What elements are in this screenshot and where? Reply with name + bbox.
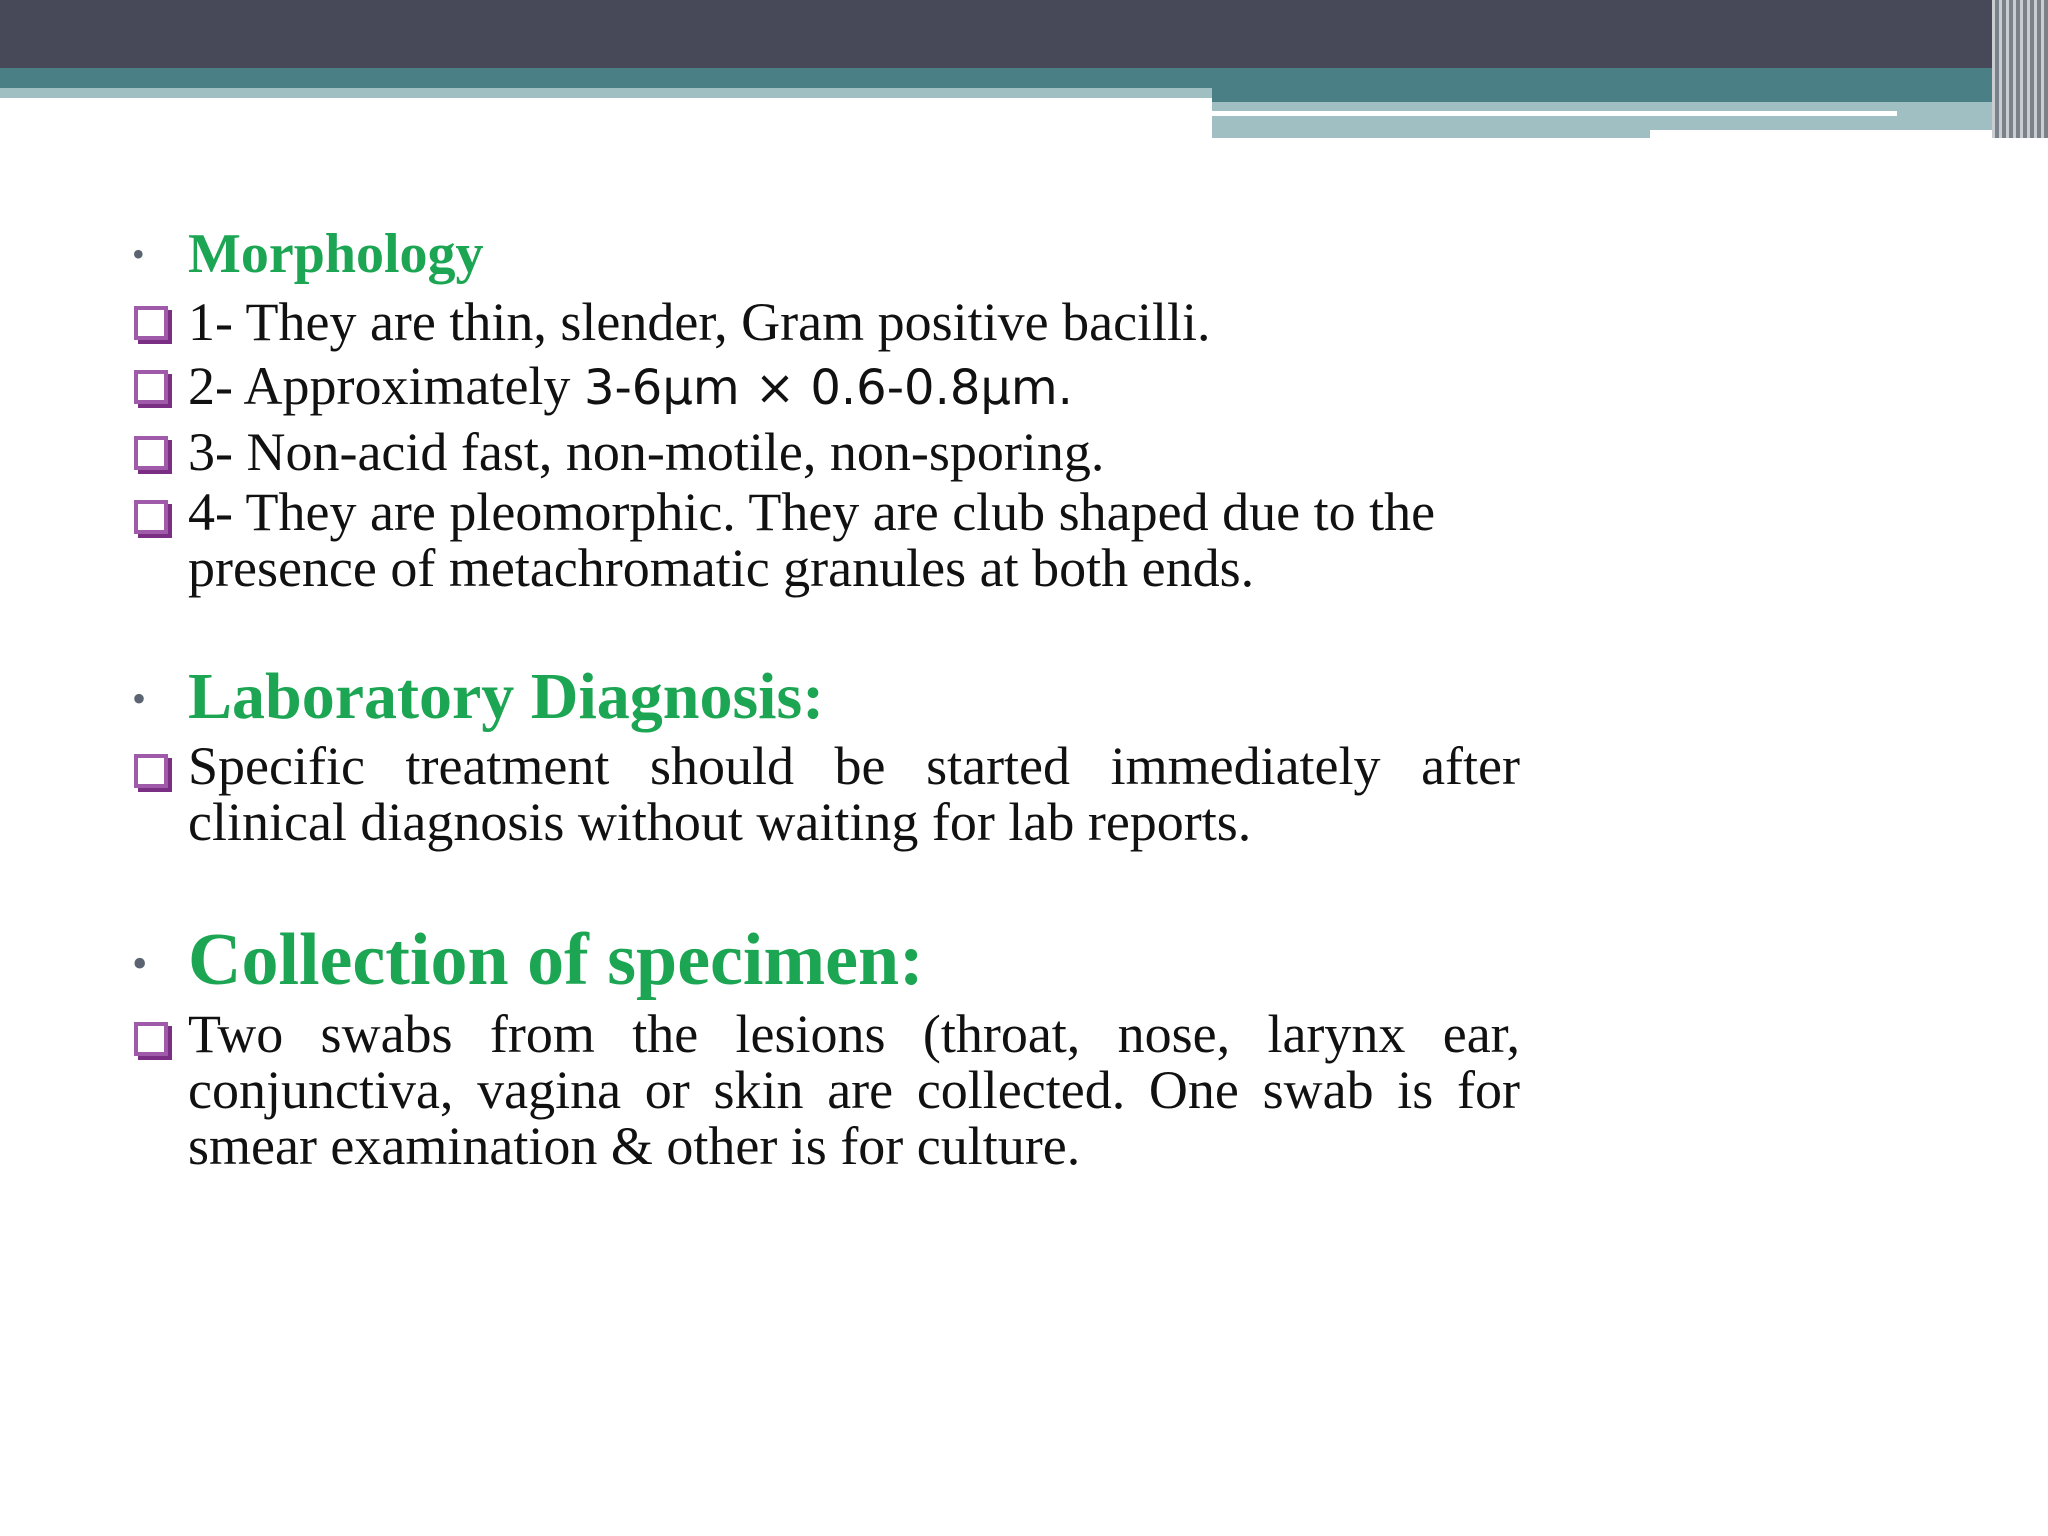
header-band-dark: [0, 0, 2048, 68]
checkbox-icon: [134, 436, 168, 470]
bullet-dot-icon: •: [132, 234, 145, 274]
header-band-light: [0, 88, 1212, 98]
list-item: [130, 420, 1520, 484]
list-item: [130, 1006, 1520, 1174]
list-item-text: 3- Non-acid fast, non-motile, non-sporing.: [188, 422, 1105, 482]
section-heading-laboratory-diagnosis: [130, 656, 1520, 738]
header-divider-line: [1212, 111, 1897, 116]
header-divider-line-short: [1650, 130, 2010, 138]
checkbox-icon: [134, 306, 168, 340]
bullet-dot-icon: •: [132, 676, 147, 721]
heading-text: Collection of specimen:: [188, 919, 924, 1001]
list-item-text: Specific treatment should be started immediately after clinical diagnosis without waiting for lab reports.: [188, 736, 1520, 852]
slide-content: [130, 218, 1520, 1174]
checkbox-icon: [134, 500, 168, 534]
list-item: [130, 290, 1520, 354]
checkbox-icon: [134, 370, 168, 404]
section-heading-morphology: [130, 218, 1520, 290]
list-item: [130, 738, 1520, 850]
checkbox-icon: [134, 754, 168, 788]
list-item-text: 4- They are pleomorphic. They are club shaped due to the presence of metachromatic granules at both ends.: [188, 482, 1436, 598]
header-band-teal: [0, 68, 2048, 88]
header-band-teal-right: [1212, 88, 2048, 102]
list-item-text: 2- Approximately: [188, 356, 584, 416]
header-stripes-decoration: [1992, 0, 2048, 138]
list-item-measurement: 3-6µm × 0.6-0.8µm.: [583, 360, 1073, 416]
checkbox-icon: [134, 1022, 168, 1056]
bullet-dot-icon: •: [132, 939, 148, 988]
list-item: [130, 354, 1520, 420]
list-item-text: Two swabs from the lesions (throat, nose, larynx ear, conjunctiva, vagina or skin are collected. One swab is for smear examination & other is for culture.: [188, 1004, 1520, 1176]
section-heading-collection-of-specimen: [130, 914, 1520, 1006]
heading-text: Laboratory Diagnosis:: [188, 660, 825, 733]
heading-text: Morphology: [188, 223, 484, 285]
list-item-text: 1- They are thin, slender, Gram positive bacilli.: [188, 292, 1211, 352]
list-item: [130, 484, 1520, 596]
